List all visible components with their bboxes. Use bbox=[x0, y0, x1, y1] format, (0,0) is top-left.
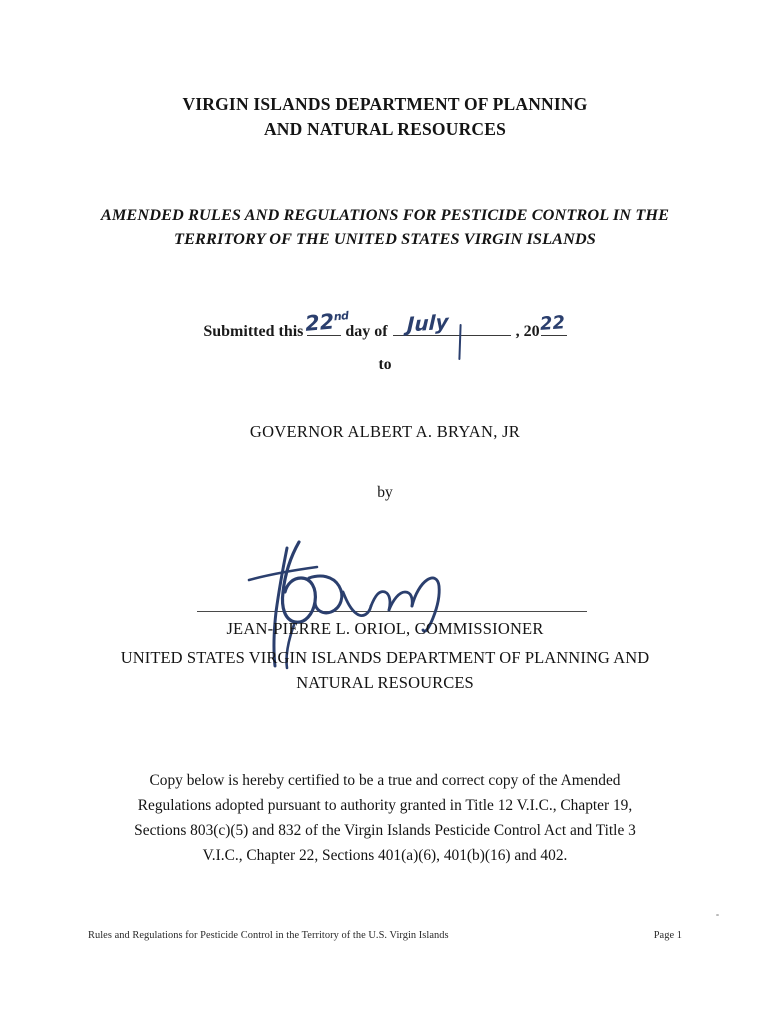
certification-line: Copy below is hereby certified to be a true and correct copy of the Amended bbox=[149, 772, 621, 789]
year-handwritten: 22 bbox=[538, 312, 566, 335]
scan-artifact-speck bbox=[716, 914, 719, 916]
department-name bbox=[78, 645, 692, 695]
governor-name: GOVERNOR ALBERT A. BRYAN, JR bbox=[249, 422, 521, 441]
footer-caption: Rules and Regulations for Pesticide Control in the Territory of the U.S. Virgin Islands bbox=[88, 930, 449, 941]
certification-paragraph bbox=[88, 768, 682, 868]
year-prefix: , 20 bbox=[515, 323, 540, 340]
certification-line: V.I.C., Chapter 22, Sections 401(a)(6), 401(b)(16) and 402. bbox=[202, 847, 568, 865]
submitted-prefix: Submitted this bbox=[203, 323, 304, 340]
day-suffix-handwritten: nd bbox=[333, 309, 350, 324]
title-line-1: VIRGIN ISLANDS DEPARTMENT OF PLANNING bbox=[182, 94, 588, 114]
signature-area bbox=[197, 536, 597, 626]
submission-date-line bbox=[0, 309, 770, 341]
day-handwritten: 22nd bbox=[304, 309, 350, 336]
document-subtitle bbox=[78, 203, 692, 251]
month-blank bbox=[393, 309, 511, 337]
footer-page-number: Page 1 bbox=[653, 930, 682, 941]
submitted-middle: day of bbox=[345, 323, 388, 340]
page-title bbox=[85, 92, 685, 142]
to-label: to bbox=[378, 356, 392, 373]
certification-line: Regulations adopted pursuant to authority granted in Title 12 V.I.C., Chapter 19, bbox=[137, 797, 633, 815]
subtitle-line-2: TERRITORY OF THE UNITED STATES VIRGIN ISLANDS bbox=[174, 228, 596, 248]
department-line-2: NATURAL RESOURCES bbox=[296, 673, 474, 693]
year-blank bbox=[538, 312, 567, 336]
department-line-1: UNITED STATES VIRGIN ISLANDS DEPARTMENT OF PLANNING AND bbox=[120, 648, 650, 667]
page-footer bbox=[88, 930, 682, 941]
day-blank bbox=[304, 309, 350, 336]
subtitle-line-1: AMENDED RULES AND REGULATIONS FOR PESTICIDE CONTROL IN THE bbox=[100, 205, 670, 224]
title-line-2: AND NATURAL RESOURCES bbox=[263, 118, 507, 139]
commissioner-name: JEAN-PIERRE L. ORIOL, COMMISSIONER bbox=[226, 619, 544, 638]
certification-line: Sections 803(c)(5) and 832 of the Virgin Islands Pesticide Control Act and Title 3 bbox=[134, 822, 636, 840]
month-handwritten: July bbox=[406, 309, 449, 337]
by-label: by bbox=[377, 484, 393, 501]
